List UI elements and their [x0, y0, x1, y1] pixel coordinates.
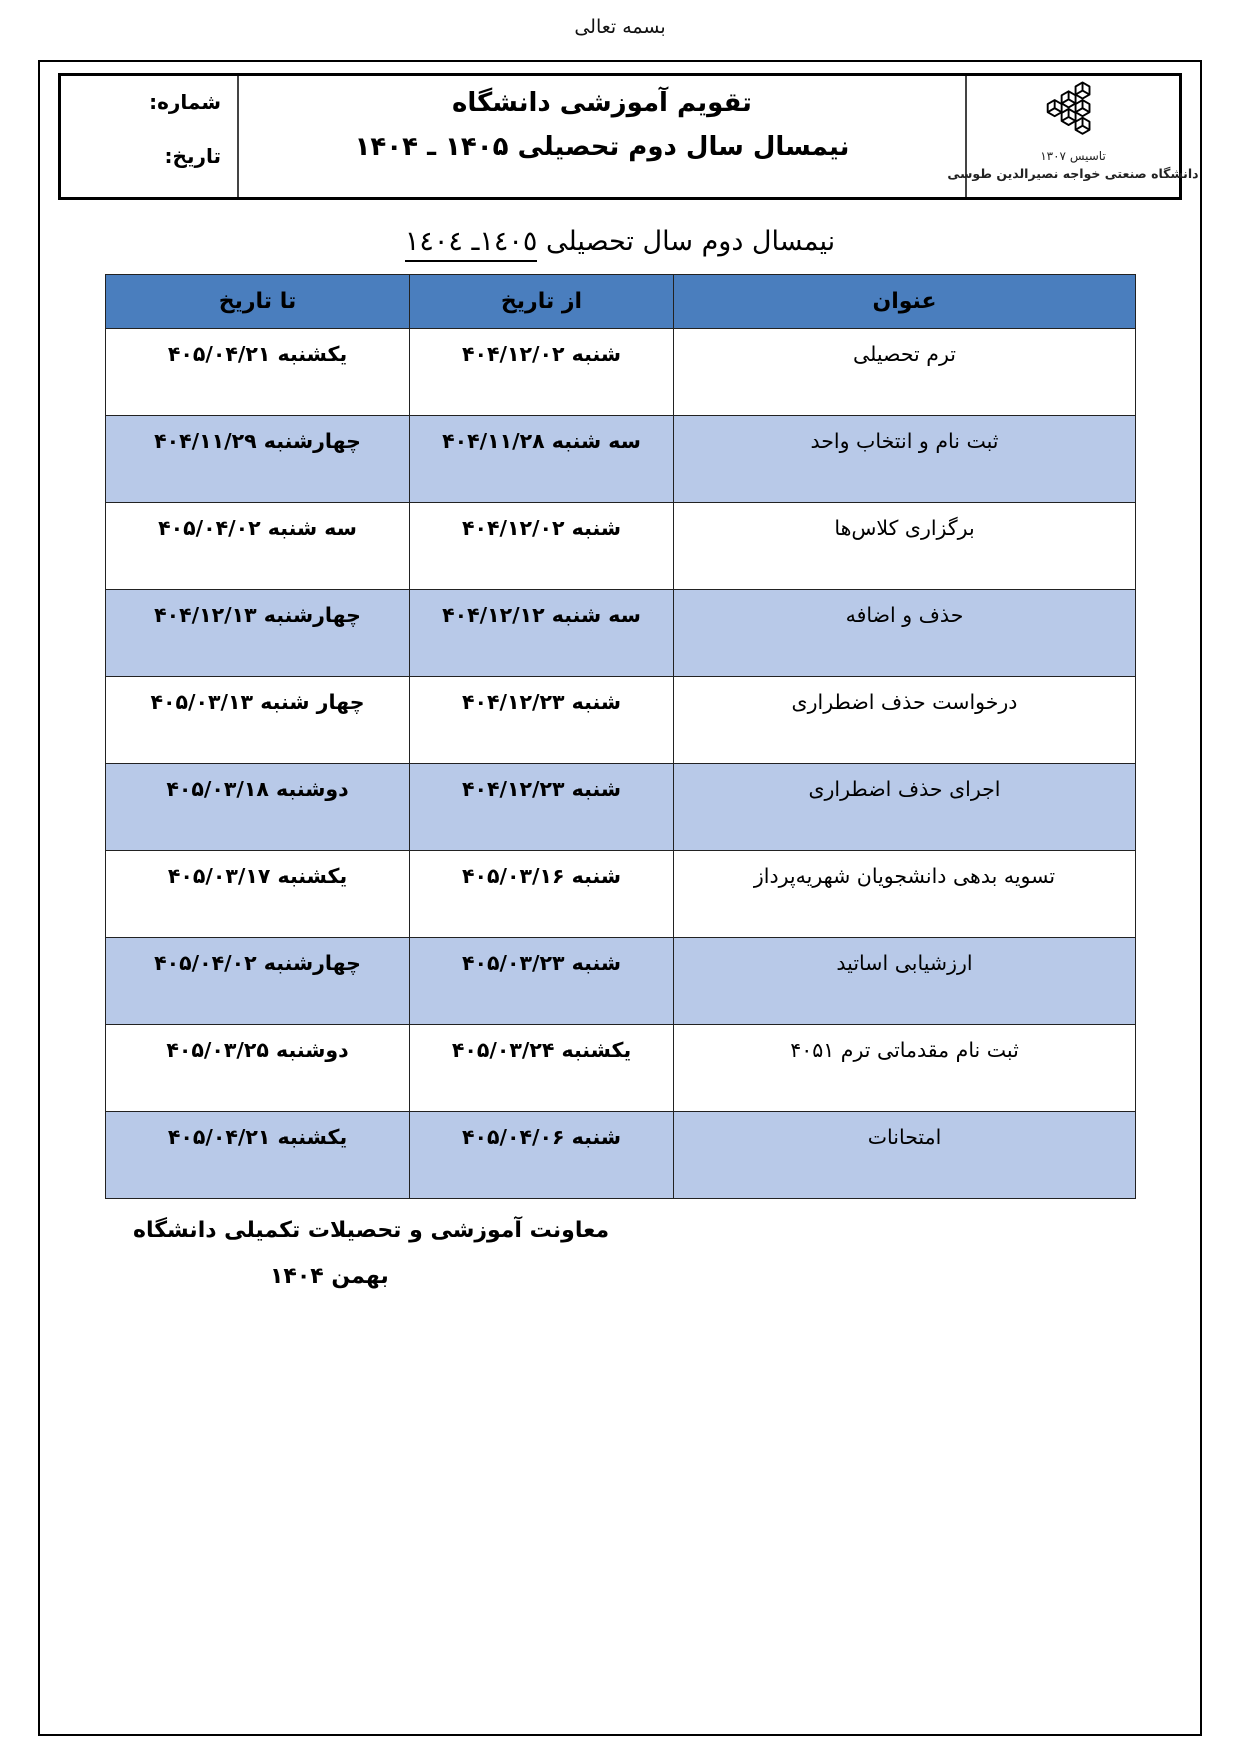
calendar-subtitle: نیمسال سال دوم تحصیلی ۱۴۰۵ ـ ۱۴۰۴: [354, 132, 850, 162]
table-cell-title: برگزاری کلاس‌ها: [674, 503, 1136, 590]
table-row: [106, 851, 1136, 938]
table-row: [106, 590, 1136, 677]
letterhead: [58, 73, 1199, 200]
table-cell-title: ترم تحصیلی: [674, 329, 1136, 416]
table-cell-title: ثبت نام مقدماتی ترم ۴۰۵۱: [674, 1025, 1136, 1112]
table-cell-to: چهارشنبه ۴۰۴/۱۲/۱۳: [106, 590, 410, 677]
table-cell-to: یکشنبه ۴۰۵/۰۴/۲۱: [106, 329, 410, 416]
column-header-title: عنوان: [674, 275, 1136, 329]
semester-section-title: [0, 226, 1240, 257]
table-cell-title: امتحانات: [674, 1112, 1136, 1199]
footer-department: معاونت آموزشی و تحصیلات تکمیلی دانشگاه: [133, 1218, 610, 1243]
table-cell-title: ارزشیابی اساتید: [674, 938, 1136, 1025]
table-cell-title: درخواست حذف اضطراری: [674, 677, 1136, 764]
table-cell-to: چهار شنبه ۴۰۵/۰۳/۱۳: [106, 677, 410, 764]
table-cell-to: چهارشنبه ۴۰۵/۰۴/۰۲: [106, 938, 410, 1025]
table-cell-to: دوشنبه ۴۰۵/۰۳/۱۸: [106, 764, 410, 851]
table-row: [106, 677, 1136, 764]
footer-date: بهمن ۱۴۰۴: [270, 1264, 389, 1289]
letterhead-meta-cell: [61, 76, 239, 197]
table-cell-from: شنبه ۴۰۵/۰۳/۱۶: [410, 851, 674, 938]
table-row: [106, 329, 1136, 416]
table-row: [106, 503, 1136, 590]
table-cell-from: یکشنبه ۴۰۵/۰۳/۲۴: [410, 1025, 674, 1112]
table-cell-from: شنبه ۴۰۴/۱۲/۰۲: [410, 503, 674, 590]
table-cell-to: سه شنبه ۴۰۵/۰۴/۰۲: [106, 503, 410, 590]
table-cell-to: چهارشنبه ۴۰۴/۱۱/۲۹: [106, 416, 410, 503]
table-cell-from: شنبه ۴۰۵/۰۴/۰۶: [410, 1112, 674, 1199]
column-header-to: تا تاریخ: [106, 275, 410, 329]
logo-established-text: تاسیس ۱۳۰۷: [1040, 149, 1106, 163]
academic-calendar-table: [105, 274, 1136, 1199]
date-label: تاریخ:: [164, 144, 221, 168]
table-row: [106, 1112, 1136, 1199]
table-cell-to: یکشنبه ۴۰۵/۰۳/۱۷: [106, 851, 410, 938]
bismillah-text: بسمه تعالی: [574, 16, 666, 38]
table-cell-from: سه شنبه ۴۰۴/۱۱/۲۸: [410, 416, 674, 503]
table-cell-from: شنبه ۴۰۴/۱۲/۲۳: [410, 764, 674, 851]
table-cell-from: سه شنبه ۴۰۴/۱۲/۱۲: [410, 590, 674, 677]
table-cell-title: حذف و اضافه: [674, 590, 1136, 677]
column-header-from: از تاریخ: [410, 275, 674, 329]
table-header-row: [106, 275, 1136, 329]
letterhead-title-cell: [239, 76, 965, 197]
university-cubes-logo-icon: [1034, 81, 1112, 147]
logo-university-name: دانشگاه صنعتی خواجه نصیرالدین طوسی: [947, 166, 1199, 181]
table-row: [106, 1025, 1136, 1112]
table-cell-to: دوشنبه ۴۰۵/۰۳/۲۵: [106, 1025, 410, 1112]
calendar-title: تقویم آموزشی دانشگاه: [452, 88, 752, 118]
table-cell-title: تسویه بدهی دانشجویان شهریه‌پرداز: [674, 851, 1136, 938]
table-row: [106, 764, 1136, 851]
table-row: [106, 416, 1136, 503]
table-cell-to: یکشنبه ۴۰۵/۰۴/۲۱: [106, 1112, 410, 1199]
table-cell-from: شنبه ۴۰۴/۱۲/۰۲: [410, 329, 674, 416]
table-cell-from: شنبه ۴۰۵/۰۳/۲۳: [410, 938, 674, 1025]
semester-title-text: نیمسال دوم سال تحصیلی: [545, 226, 836, 257]
calendar-table-body: [106, 329, 1136, 1199]
semester-title-years: ١٤٠٥ـ ١٤٠٤: [405, 226, 538, 262]
number-label: شماره:: [149, 90, 221, 114]
table-cell-title: ثبت نام و انتخاب واحد: [674, 416, 1136, 503]
table-cell-title: اجرای حذف اضطراری: [674, 764, 1136, 851]
letterhead-logo-cell: [947, 76, 1199, 197]
table-row: [106, 938, 1136, 1025]
table-cell-from: شنبه ۴۰۴/۱۲/۲۳: [410, 677, 674, 764]
